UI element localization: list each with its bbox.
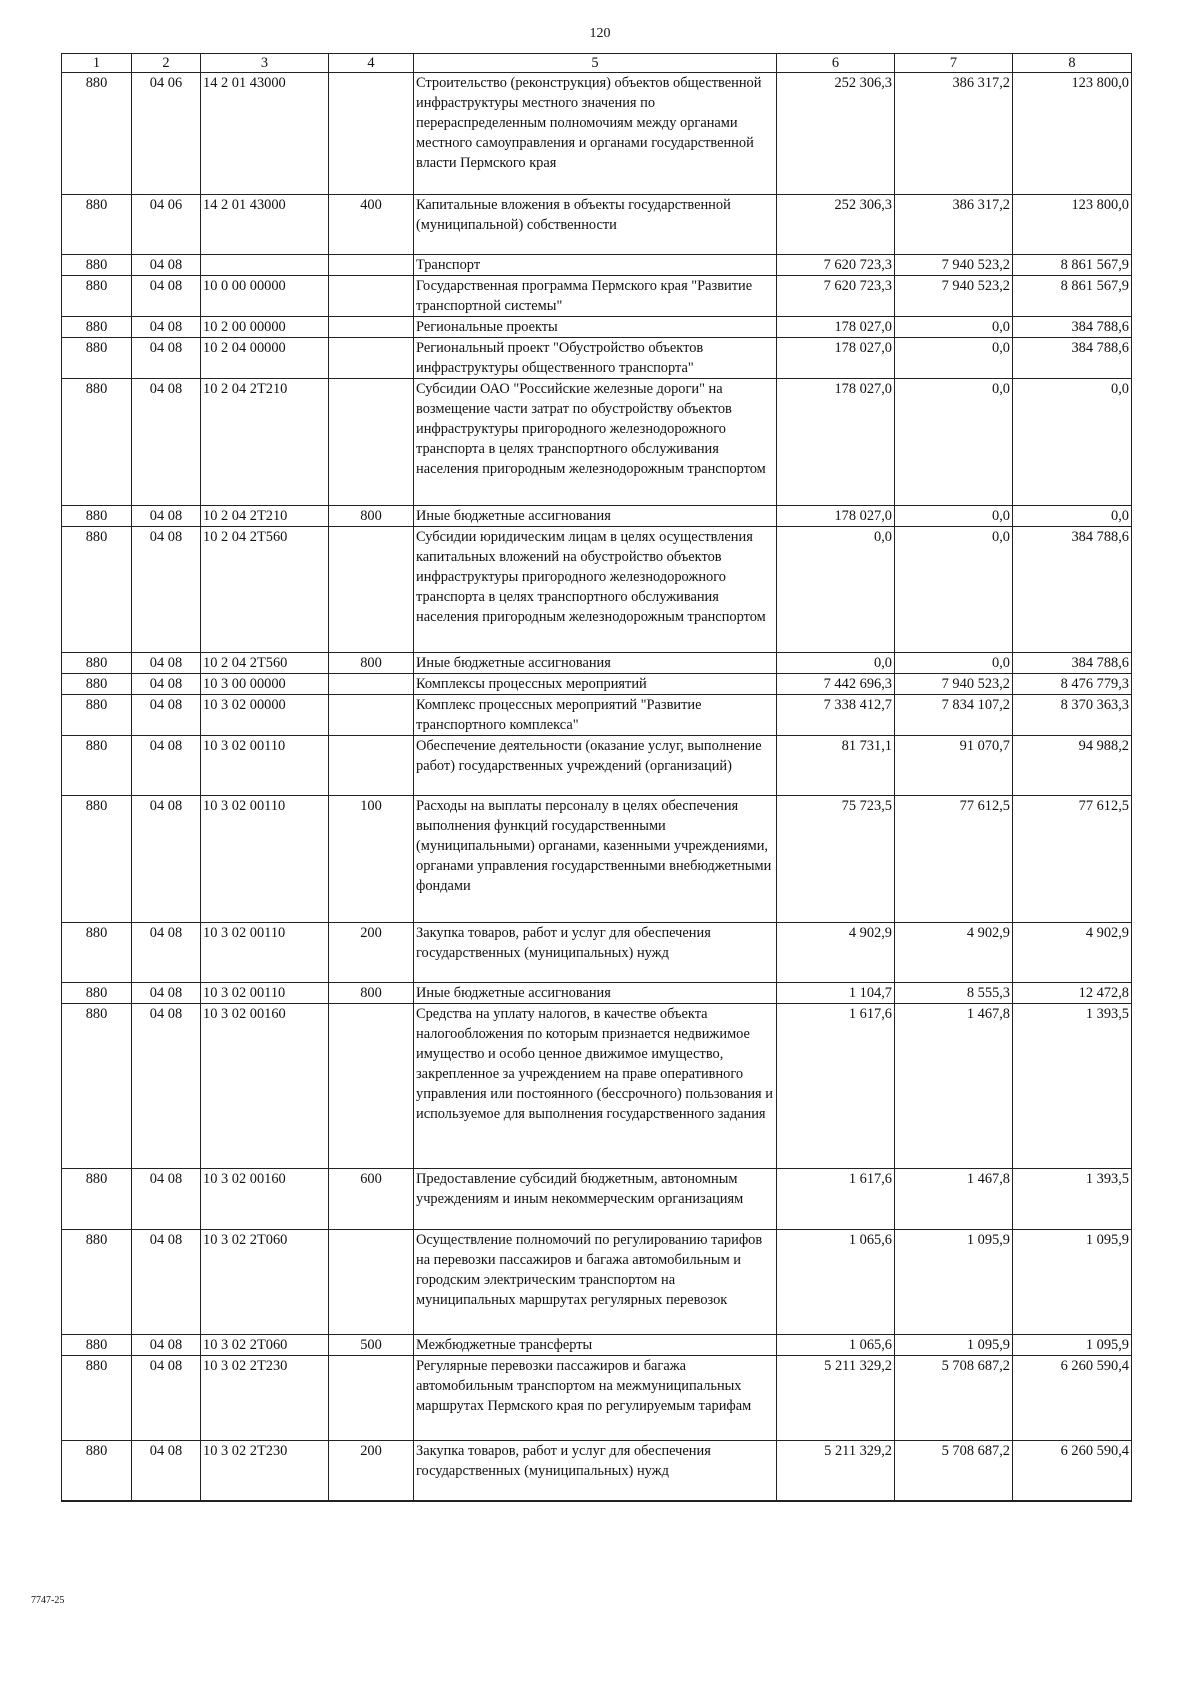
amount-col7-cell: 7 940 523,2 — [895, 255, 1013, 276]
amount-col7-cell: 0,0 — [895, 653, 1013, 674]
target-article-cell: 10 3 02 2Т230 — [201, 1441, 329, 1502]
target-article-cell: 10 2 04 00000 — [201, 338, 329, 379]
description-cell: Государственная программа Пермского края "Развитие транспортной системы" — [414, 276, 777, 317]
table-row — [62, 195, 1132, 255]
description-cell: Комплекс процессных мероприятий "Развитие транспортного комплекса" — [414, 695, 777, 736]
section-code-cell: 04 08 — [132, 1335, 201, 1356]
target-article-cell: 10 2 04 2Т210 — [201, 379, 329, 506]
column-number: 4 — [329, 54, 414, 73]
ministry-code-cell: 880 — [62, 1004, 132, 1169]
expense-type-cell: 200 — [329, 1441, 414, 1502]
amount-col6-cell: 5 211 329,2 — [777, 1441, 895, 1502]
section-code-cell: 04 08 — [132, 317, 201, 338]
expense-type-cell — [329, 73, 414, 195]
expense-type-cell: 800 — [329, 653, 414, 674]
description-cell: Строительство (реконструкция) объектов общественной инфраструктуры местного значения по перераспределенным полномочиям между органами местного самоуправления и органами государственной власти Пермского края — [414, 73, 777, 195]
amount-col8-cell: 1 095,9 — [1013, 1230, 1132, 1335]
amount-col6-cell: 178 027,0 — [777, 338, 895, 379]
amount-col7-cell: 0,0 — [895, 506, 1013, 527]
amount-col8-cell: 1 393,5 — [1013, 1169, 1132, 1230]
target-article-cell: 10 2 04 2Т560 — [201, 653, 329, 674]
amount-col7-cell: 77 612,5 — [895, 796, 1013, 923]
ministry-code-cell: 880 — [62, 379, 132, 506]
table-row — [62, 695, 1132, 736]
section-code-cell: 04 08 — [132, 527, 201, 653]
expense-type-cell — [329, 276, 414, 317]
ministry-code-cell: 880 — [62, 1335, 132, 1356]
amount-col6-cell: 252 306,3 — [777, 195, 895, 255]
description-cell: Осуществление полномочий по регулированию тарифов на перевозки пассажиров и багажа автомобильным и городским электрическим транспортом на муниципальных маршрутах регулярных перевозок — [414, 1230, 777, 1335]
amount-col8-cell: 77 612,5 — [1013, 796, 1132, 923]
ministry-code-cell: 880 — [62, 736, 132, 796]
target-article-cell: 10 2 04 2Т560 — [201, 527, 329, 653]
ministry-code-cell: 880 — [62, 796, 132, 923]
description-cell: Регулярные перевозки пассажиров и багажа автомобильным транспортом на межмуниципальных маршрутах Пермского края по регулируемым тарифам — [414, 1356, 777, 1441]
section-code-cell: 04 08 — [132, 1169, 201, 1230]
footer-code: 7747-25 — [31, 1595, 65, 1606]
expense-type-cell — [329, 527, 414, 653]
table-row — [62, 1169, 1132, 1230]
table-row — [62, 73, 1132, 195]
section-code-cell: 04 08 — [132, 923, 201, 983]
expense-type-cell — [329, 1356, 414, 1441]
target-article-cell: 10 3 00 00000 — [201, 674, 329, 695]
target-article-cell: 14 2 01 43000 — [201, 195, 329, 255]
amount-col7-cell: 1 095,9 — [895, 1335, 1013, 1356]
description-cell: Обеспечение деятельности (оказание услуг, выполнение работ) государственных учреждений (организаций) — [414, 736, 777, 796]
amount-col7-cell: 91 070,7 — [895, 736, 1013, 796]
amount-col6-cell: 252 306,3 — [777, 73, 895, 195]
column-number: 8 — [1013, 54, 1132, 73]
amount-col8-cell: 12 472,8 — [1013, 983, 1132, 1004]
target-article-cell: 10 3 02 00160 — [201, 1004, 329, 1169]
ministry-code-cell: 880 — [62, 1356, 132, 1441]
description-cell: Субсидии ОАО "Российские железные дороги" на возмещение части затрат по обустройству объектов инфраструктуры пригородного железнодорожного транспорта в целях транспортного обслуживания населения пригородным железнодорожным транспортом — [414, 379, 777, 506]
amount-col8-cell: 1 393,5 — [1013, 1004, 1132, 1169]
section-code-cell: 04 08 — [132, 379, 201, 506]
amount-col6-cell: 7 338 412,7 — [777, 695, 895, 736]
column-number-header — [62, 54, 1132, 73]
amount-col6-cell: 178 027,0 — [777, 379, 895, 506]
section-code-cell: 04 08 — [132, 695, 201, 736]
expense-type-cell — [329, 1230, 414, 1335]
amount-col8-cell: 8 370 363,3 — [1013, 695, 1132, 736]
amount-col6-cell: 1 065,6 — [777, 1335, 895, 1356]
table-row — [62, 736, 1132, 796]
ministry-code-cell: 880 — [62, 674, 132, 695]
target-article-cell: 10 3 02 2Т060 — [201, 1230, 329, 1335]
amount-col6-cell: 1 104,7 — [777, 983, 895, 1004]
amount-col8-cell: 0,0 — [1013, 506, 1132, 527]
amount-col8-cell: 1 095,9 — [1013, 1335, 1132, 1356]
expense-type-cell: 800 — [329, 983, 414, 1004]
column-number: 5 — [414, 54, 777, 73]
amount-col8-cell: 8 476 779,3 — [1013, 674, 1132, 695]
description-cell: Региональные проекты — [414, 317, 777, 338]
expense-type-cell: 800 — [329, 506, 414, 527]
amount-col8-cell: 123 800,0 — [1013, 195, 1132, 255]
amount-col6-cell: 4 902,9 — [777, 923, 895, 983]
section-code-cell: 04 08 — [132, 736, 201, 796]
ministry-code-cell: 880 — [62, 1169, 132, 1230]
amount-col6-cell: 81 731,1 — [777, 736, 895, 796]
section-code-cell: 04 08 — [132, 653, 201, 674]
ministry-code-cell: 880 — [62, 1441, 132, 1502]
ministry-code-cell: 880 — [62, 338, 132, 379]
expense-type-cell: 500 — [329, 1335, 414, 1356]
table-row — [62, 1335, 1132, 1356]
table-row — [62, 317, 1132, 338]
expense-type-cell — [329, 695, 414, 736]
amount-col7-cell: 386 317,2 — [895, 195, 1013, 255]
section-code-cell: 04 06 — [132, 73, 201, 195]
description-cell: Комплексы процессных мероприятий — [414, 674, 777, 695]
table-row — [62, 527, 1132, 653]
amount-col7-cell: 8 555,3 — [895, 983, 1013, 1004]
section-code-cell: 04 08 — [132, 1356, 201, 1441]
amount-col6-cell: 7 442 696,3 — [777, 674, 895, 695]
column-number: 6 — [777, 54, 895, 73]
target-article-cell: 10 3 02 2Т230 — [201, 1356, 329, 1441]
ministry-code-cell: 880 — [62, 276, 132, 317]
column-number: 3 — [201, 54, 329, 73]
table-row — [62, 276, 1132, 317]
section-code-cell: 04 08 — [132, 276, 201, 317]
section-code-cell: 04 06 — [132, 195, 201, 255]
column-number: 7 — [895, 54, 1013, 73]
description-cell: Иные бюджетные ассигнования — [414, 506, 777, 527]
amount-col7-cell: 7 834 107,2 — [895, 695, 1013, 736]
amount-col8-cell: 94 988,2 — [1013, 736, 1132, 796]
table-row — [62, 1441, 1132, 1502]
target-article-cell: 14 2 01 43000 — [201, 73, 329, 195]
amount-col6-cell: 75 723,5 — [777, 796, 895, 923]
amount-col6-cell: 0,0 — [777, 527, 895, 653]
amount-col6-cell: 7 620 723,3 — [777, 255, 895, 276]
target-article-cell: 10 3 02 00160 — [201, 1169, 329, 1230]
amount-col8-cell: 6 260 590,4 — [1013, 1441, 1132, 1502]
ministry-code-cell: 880 — [62, 527, 132, 653]
ministry-code-cell: 880 — [62, 653, 132, 674]
expense-type-cell — [329, 379, 414, 506]
section-code-cell: 04 08 — [132, 983, 201, 1004]
amount-col7-cell: 1 467,8 — [895, 1169, 1013, 1230]
amount-col6-cell: 1 617,6 — [777, 1004, 895, 1169]
section-code-cell: 04 08 — [132, 1230, 201, 1335]
section-code-cell: 04 08 — [132, 1004, 201, 1169]
amount-col8-cell: 384 788,6 — [1013, 317, 1132, 338]
amount-col7-cell: 386 317,2 — [895, 73, 1013, 195]
table-row — [62, 1356, 1132, 1441]
page-number: 120 — [589, 26, 611, 41]
amount-col8-cell: 384 788,6 — [1013, 527, 1132, 653]
table-row — [62, 674, 1132, 695]
expense-type-cell — [329, 674, 414, 695]
description-cell: Закупка товаров, работ и услуг для обеспечения государственных (муниципальных) нужд — [414, 923, 777, 983]
table-row — [62, 1230, 1132, 1335]
target-article-cell: 10 3 02 00000 — [201, 695, 329, 736]
amount-col7-cell: 4 902,9 — [895, 923, 1013, 983]
section-code-cell: 04 08 — [132, 1441, 201, 1502]
target-article-cell: 10 3 02 00110 — [201, 923, 329, 983]
table-body — [62, 73, 1132, 1502]
table-row — [62, 1004, 1132, 1169]
expense-type-cell: 600 — [329, 1169, 414, 1230]
target-article-cell: 10 2 04 2Т210 — [201, 506, 329, 527]
expense-type-cell — [329, 338, 414, 379]
expense-type-cell — [329, 317, 414, 338]
target-article-cell: 10 0 00 00000 — [201, 276, 329, 317]
amount-col8-cell: 384 788,6 — [1013, 338, 1132, 379]
description-cell: Иные бюджетные ассигнования — [414, 653, 777, 674]
amount-col7-cell: 0,0 — [895, 338, 1013, 379]
amount-col7-cell: 0,0 — [895, 317, 1013, 338]
expense-type-cell — [329, 736, 414, 796]
budget-table — [61, 53, 1132, 1502]
amount-col7-cell: 5 708 687,2 — [895, 1441, 1013, 1502]
target-article-cell: 10 3 02 00110 — [201, 736, 329, 796]
amount-col7-cell: 5 708 687,2 — [895, 1356, 1013, 1441]
amount-col6-cell: 0,0 — [777, 653, 895, 674]
amount-col8-cell: 8 861 567,9 — [1013, 255, 1132, 276]
amount-col8-cell: 123 800,0 — [1013, 73, 1132, 195]
expense-type-cell: 200 — [329, 923, 414, 983]
ministry-code-cell: 880 — [62, 73, 132, 195]
expense-type-cell — [329, 255, 414, 276]
description-cell: Средства на уплату налогов, в качестве объекта налогообложения по которым признается недвижимое имущество и особо ценное движимое имущество, закрепленное за учреждением на праве оперативного управления или постоянного (бессрочного) пользования и используемое для выполнения государственного задания — [414, 1004, 777, 1169]
amount-col6-cell: 178 027,0 — [777, 506, 895, 527]
amount-col8-cell: 384 788,6 — [1013, 653, 1132, 674]
ministry-code-cell: 880 — [62, 317, 132, 338]
table-row — [62, 983, 1132, 1004]
description-cell: Иные бюджетные ассигнования — [414, 983, 777, 1004]
column-number: 2 — [132, 54, 201, 73]
section-code-cell: 04 08 — [132, 674, 201, 695]
amount-col7-cell: 7 940 523,2 — [895, 674, 1013, 695]
table-row — [62, 923, 1132, 983]
target-article-cell: 10 2 00 00000 — [201, 317, 329, 338]
amount-col7-cell: 1 095,9 — [895, 1230, 1013, 1335]
amount-col6-cell: 7 620 723,3 — [777, 276, 895, 317]
ministry-code-cell: 880 — [62, 695, 132, 736]
section-code-cell: 04 08 — [132, 796, 201, 923]
description-cell: Межбюджетные трансферты — [414, 1335, 777, 1356]
section-code-cell: 04 08 — [132, 338, 201, 379]
ministry-code-cell: 880 — [62, 983, 132, 1004]
expense-type-cell — [329, 1004, 414, 1169]
ministry-code-cell: 880 — [62, 1230, 132, 1335]
ministry-code-cell: 880 — [62, 506, 132, 527]
table-row — [62, 796, 1132, 923]
description-cell: Региональный проект "Обустройство объектов инфраструктуры общественного транспорта" — [414, 338, 777, 379]
amount-col8-cell: 0,0 — [1013, 379, 1132, 506]
amount-col6-cell: 1 065,6 — [777, 1230, 895, 1335]
expense-type-cell: 400 — [329, 195, 414, 255]
target-article-cell: 10 3 02 2Т060 — [201, 1335, 329, 1356]
amount-col8-cell: 6 260 590,4 — [1013, 1356, 1132, 1441]
amount-col8-cell: 4 902,9 — [1013, 923, 1132, 983]
amount-col7-cell: 0,0 — [895, 379, 1013, 506]
amount-col7-cell: 1 467,8 — [895, 1004, 1013, 1169]
column-number: 1 — [62, 54, 132, 73]
amount-col7-cell: 7 940 523,2 — [895, 276, 1013, 317]
table-row — [62, 379, 1132, 506]
amount-col6-cell: 178 027,0 — [777, 317, 895, 338]
table-row — [62, 338, 1132, 379]
description-cell: Капитальные вложения в объекты государственной (муниципальной) собственности — [414, 195, 777, 255]
ministry-code-cell: 880 — [62, 195, 132, 255]
amount-col6-cell: 5 211 329,2 — [777, 1356, 895, 1441]
section-code-cell: 04 08 — [132, 255, 201, 276]
ministry-code-cell: 880 — [62, 255, 132, 276]
amount-col7-cell: 0,0 — [895, 527, 1013, 653]
description-cell: Предоставление субсидий бюджетным, автономным учреждениям и иным некоммерческим организациям — [414, 1169, 777, 1230]
target-article-cell: 10 3 02 00110 — [201, 796, 329, 923]
table-row — [62, 255, 1132, 276]
amount-col6-cell: 1 617,6 — [777, 1169, 895, 1230]
amount-col8-cell: 8 861 567,9 — [1013, 276, 1132, 317]
target-article-cell — [201, 255, 329, 276]
expense-type-cell: 100 — [329, 796, 414, 923]
table-row — [62, 506, 1132, 527]
description-cell: Закупка товаров, работ и услуг для обеспечения государственных (муниципальных) нужд — [414, 1441, 777, 1502]
description-cell: Расходы на выплаты персоналу в целях обеспечения выполнения функций государственными (муниципальными) органами, казенными учреждениями, органами управления государственными внебюджетными фондами — [414, 796, 777, 923]
section-code-cell: 04 08 — [132, 506, 201, 527]
description-cell: Транспорт — [414, 255, 777, 276]
target-article-cell: 10 3 02 00110 — [201, 983, 329, 1004]
table-row — [62, 653, 1132, 674]
ministry-code-cell: 880 — [62, 923, 132, 983]
description-cell: Субсидии юридическим лицам в целях осуществления капитальных вложений на обустройство объектов инфраструктуры пригородного железнодорожного транспорта в целях транспортного обслуживания населения пригородным железнодорожным транспортом — [414, 527, 777, 653]
